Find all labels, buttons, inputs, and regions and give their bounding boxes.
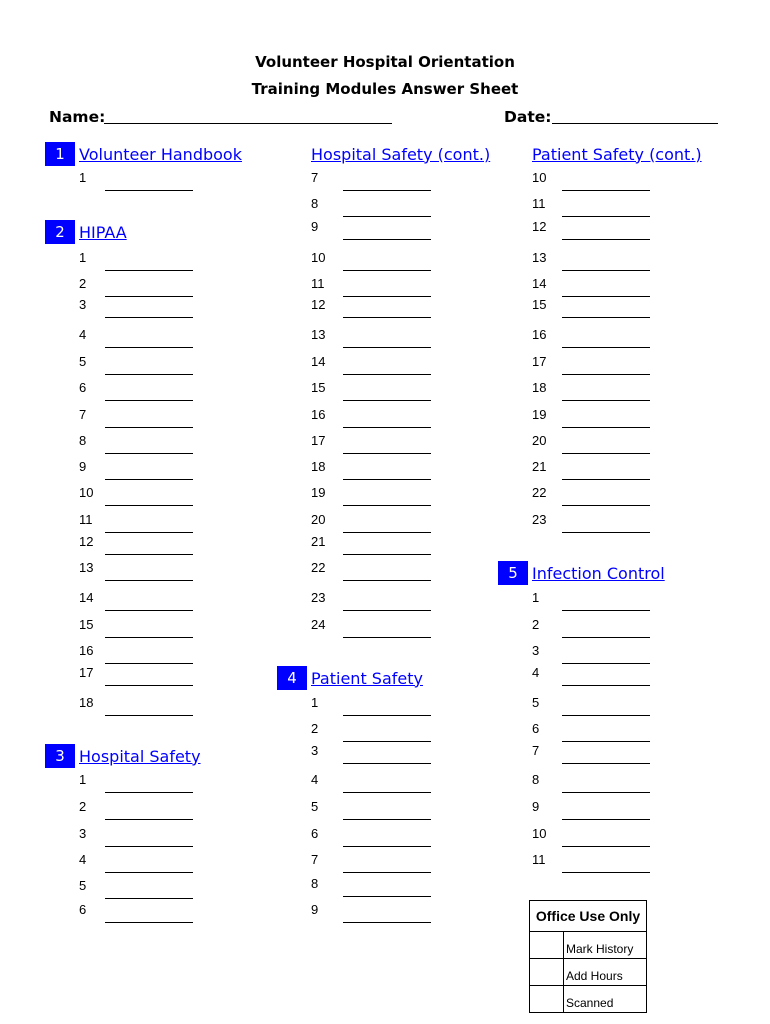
form-title-line-2: Training Modules Answer Sheet <box>251 80 519 98</box>
section-number-badge: 1 <box>45 142 75 166</box>
answer-blank[interactable] <box>562 685 650 686</box>
answer-blank[interactable] <box>105 400 193 401</box>
question-number: 14 <box>532 276 547 291</box>
question-number: 7 <box>79 407 87 422</box>
answer-blank[interactable] <box>562 663 650 664</box>
answer-blank[interactable] <box>562 400 650 401</box>
answer-blank[interactable] <box>343 374 431 375</box>
question-number: 19 <box>311 485 326 500</box>
answer-blank[interactable] <box>105 792 193 793</box>
question-number: 4 <box>311 772 319 787</box>
section-title: HIPAA <box>79 222 127 242</box>
question-number: 20 <box>532 433 547 448</box>
answer-blank[interactable] <box>562 427 650 428</box>
answer-blank[interactable] <box>343 715 431 716</box>
answer-blank[interactable] <box>562 763 650 764</box>
section-title: Hospital Safety <box>79 746 201 766</box>
question-number: 11 <box>79 512 93 527</box>
question-number: 8 <box>532 772 540 787</box>
question-number: 22 <box>311 560 326 575</box>
question-number: 3 <box>311 743 319 758</box>
question-number: 1 <box>311 695 319 710</box>
question-number: 10 <box>311 250 326 265</box>
answer-blank[interactable] <box>105 663 193 664</box>
office-use-box <box>529 900 647 1013</box>
answer-blank[interactable] <box>562 610 650 611</box>
answer-blank[interactable] <box>343 505 431 506</box>
answer-blank[interactable] <box>343 763 431 764</box>
question-number: 6 <box>532 721 540 736</box>
answer-blank[interactable] <box>105 347 193 348</box>
answer-blank[interactable] <box>562 479 650 480</box>
section-header <box>311 142 490 166</box>
question-number: 14 <box>79 590 94 605</box>
question-number: 4 <box>79 327 87 342</box>
section-title: Patient Safety <box>311 668 423 688</box>
answer-blank[interactable] <box>343 453 431 454</box>
answer-blank[interactable] <box>343 296 431 297</box>
office-use-row <box>530 959 646 986</box>
question-number: 12 <box>311 297 326 312</box>
question-number: 24 <box>311 617 326 632</box>
answer-blank[interactable] <box>343 427 431 428</box>
question-number: 10 <box>532 170 547 185</box>
question-number: 2 <box>311 721 319 736</box>
section-header <box>532 142 702 166</box>
answer-blank[interactable] <box>105 427 193 428</box>
answer-blank[interactable] <box>343 239 431 240</box>
question-number: 18 <box>311 459 326 474</box>
answer-blank[interactable] <box>343 532 431 533</box>
answer-blank[interactable] <box>562 741 650 742</box>
answer-blank[interactable] <box>343 610 431 611</box>
question-number: 15 <box>532 297 547 312</box>
section-number-badge: 3 <box>45 744 75 768</box>
answer-blank[interactable] <box>343 637 431 638</box>
answer-blank[interactable] <box>105 532 193 533</box>
answer-blank[interactable] <box>105 554 193 555</box>
answer-blank[interactable] <box>105 317 193 318</box>
answer-blank[interactable] <box>343 580 431 581</box>
question-number: 7 <box>311 170 319 185</box>
question-number: 5 <box>532 695 540 710</box>
answer-blank[interactable] <box>562 872 650 873</box>
question-number: 17 <box>311 433 326 448</box>
office-checkbox[interactable] <box>530 959 564 985</box>
question-number: 6 <box>79 380 87 395</box>
answer-blank[interactable] <box>105 637 193 638</box>
answer-blank[interactable] <box>562 374 650 375</box>
question-number: 16 <box>532 327 547 342</box>
answer-blank[interactable] <box>343 741 431 742</box>
answer-blank[interactable] <box>562 270 650 271</box>
section-title: Infection Control <box>532 563 665 583</box>
section-header <box>45 220 127 244</box>
answer-blank[interactable] <box>562 637 650 638</box>
question-number: 3 <box>79 297 87 312</box>
section-number-badge: 2 <box>45 220 75 244</box>
section-number-badge: 5 <box>498 561 528 585</box>
question-number: 22 <box>532 485 547 500</box>
question-number: 9 <box>311 902 319 917</box>
answer-blank[interactable] <box>105 872 193 873</box>
office-use-row <box>530 986 646 1012</box>
answer-blank[interactable] <box>562 505 650 506</box>
answer-blank[interactable] <box>562 347 650 348</box>
office-row-label: Add Hours <box>566 969 623 983</box>
answer-blank[interactable] <box>343 872 431 873</box>
answer-blank[interactable] <box>105 922 193 923</box>
date-label: Date: <box>504 108 552 126</box>
section-header <box>45 744 201 768</box>
answer-blank[interactable] <box>105 190 193 191</box>
office-checkbox[interactable] <box>530 932 564 958</box>
question-number: 20 <box>311 512 326 527</box>
question-number: 7 <box>311 852 319 867</box>
date-field-line[interactable] <box>552 123 718 124</box>
office-row-label: Scanned <box>566 996 614 1010</box>
answer-blank[interactable] <box>562 715 650 716</box>
answer-blank[interactable] <box>343 317 431 318</box>
answer-blank[interactable] <box>105 270 193 271</box>
answer-blank[interactable] <box>105 453 193 454</box>
answer-blank[interactable] <box>343 347 431 348</box>
question-number: 11 <box>532 852 546 867</box>
office-checkbox[interactable] <box>530 986 564 1012</box>
section-header <box>277 666 423 690</box>
answer-blank[interactable] <box>105 505 193 506</box>
answer-blank[interactable] <box>562 846 650 847</box>
question-number: 15 <box>311 380 326 395</box>
answer-blank[interactable] <box>343 896 431 897</box>
question-number: 5 <box>311 799 319 814</box>
question-number: 19 <box>532 407 547 422</box>
answer-blank[interactable] <box>105 819 193 820</box>
section-header <box>45 142 242 166</box>
answer-blank[interactable] <box>343 554 431 555</box>
question-number: 16 <box>311 407 326 422</box>
question-number: 1 <box>532 590 540 605</box>
answer-blank[interactable] <box>105 610 193 611</box>
question-number: 11 <box>311 276 325 291</box>
question-number: 7 <box>532 743 540 758</box>
answer-blank[interactable] <box>562 532 650 533</box>
question-number: 18 <box>79 695 94 710</box>
answer-blank[interactable] <box>343 846 431 847</box>
answer-blank[interactable] <box>562 239 650 240</box>
name-label: Name: <box>49 108 106 126</box>
answer-blank[interactable] <box>343 190 431 191</box>
answer-blank[interactable] <box>105 898 193 899</box>
question-number: 23 <box>311 590 326 605</box>
answer-blank[interactable] <box>562 792 650 793</box>
question-number: 15 <box>79 617 94 632</box>
answer-blank[interactable] <box>562 317 650 318</box>
answer-blank[interactable] <box>105 296 193 297</box>
office-use-heading: Office Use Only <box>530 901 646 932</box>
question-number: 4 <box>79 852 87 867</box>
section-header <box>498 561 665 585</box>
question-number: 23 <box>532 512 547 527</box>
answer-blank[interactable] <box>343 922 431 923</box>
question-number: 14 <box>311 354 326 369</box>
answer-blank[interactable] <box>105 374 193 375</box>
question-number: 12 <box>79 534 94 549</box>
question-number: 17 <box>532 354 547 369</box>
office-row-label: Mark History <box>566 942 634 956</box>
answer-blank[interactable] <box>343 479 431 480</box>
question-number: 21 <box>532 459 547 474</box>
question-number: 8 <box>311 876 319 891</box>
question-number: 6 <box>79 902 87 917</box>
answer-blank[interactable] <box>343 270 431 271</box>
question-number: 9 <box>79 459 87 474</box>
question-number: 5 <box>79 878 87 893</box>
question-number: 1 <box>79 250 87 265</box>
question-number: 8 <box>79 433 87 448</box>
question-number: 16 <box>79 643 94 658</box>
question-number: 1 <box>79 772 87 787</box>
name-field-line[interactable] <box>104 123 392 124</box>
answer-blank[interactable] <box>562 190 650 191</box>
answer-blank[interactable] <box>562 819 650 820</box>
question-number: 5 <box>79 354 87 369</box>
question-number: 2 <box>79 276 87 291</box>
answer-blank[interactable] <box>105 580 193 581</box>
answer-blank[interactable] <box>343 400 431 401</box>
answer-blank[interactable] <box>343 819 431 820</box>
section-title: Hospital Safety (cont.) <box>311 144 491 164</box>
question-number: 13 <box>311 327 326 342</box>
question-number: 13 <box>79 560 94 575</box>
question-number: 9 <box>532 799 540 814</box>
question-number: 18 <box>532 380 547 395</box>
question-number: 2 <box>532 617 540 632</box>
answer-blank[interactable] <box>562 216 650 217</box>
answer-blank[interactable] <box>105 715 193 716</box>
question-number: 21 <box>311 534 326 549</box>
question-number: 3 <box>532 643 540 658</box>
question-number: 4 <box>532 665 540 680</box>
question-number: 6 <box>311 826 319 841</box>
question-number: 13 <box>532 250 547 265</box>
question-number: 11 <box>532 196 546 211</box>
question-number: 1 <box>79 170 87 185</box>
question-number: 3 <box>79 826 87 841</box>
answer-blank[interactable] <box>562 296 650 297</box>
answer-blank[interactable] <box>343 792 431 793</box>
question-number: 8 <box>311 196 319 211</box>
answer-blank[interactable] <box>105 846 193 847</box>
question-number: 10 <box>532 826 547 841</box>
answer-blank[interactable] <box>105 479 193 480</box>
office-use-row <box>530 932 646 959</box>
answer-blank[interactable] <box>105 685 193 686</box>
question-number: 10 <box>79 485 94 500</box>
section-title: Volunteer Handbook <box>79 144 242 164</box>
question-number: 12 <box>532 219 547 234</box>
answer-blank[interactable] <box>562 453 650 454</box>
answer-blank[interactable] <box>343 216 431 217</box>
question-number: 9 <box>311 219 319 234</box>
form-title-line-1: Volunteer Hospital Orientation <box>255 53 515 71</box>
question-number: 2 <box>79 799 87 814</box>
section-number-badge: 4 <box>277 666 307 690</box>
question-number: 17 <box>79 665 94 680</box>
section-title: Patient Safety (cont.) <box>532 144 702 164</box>
